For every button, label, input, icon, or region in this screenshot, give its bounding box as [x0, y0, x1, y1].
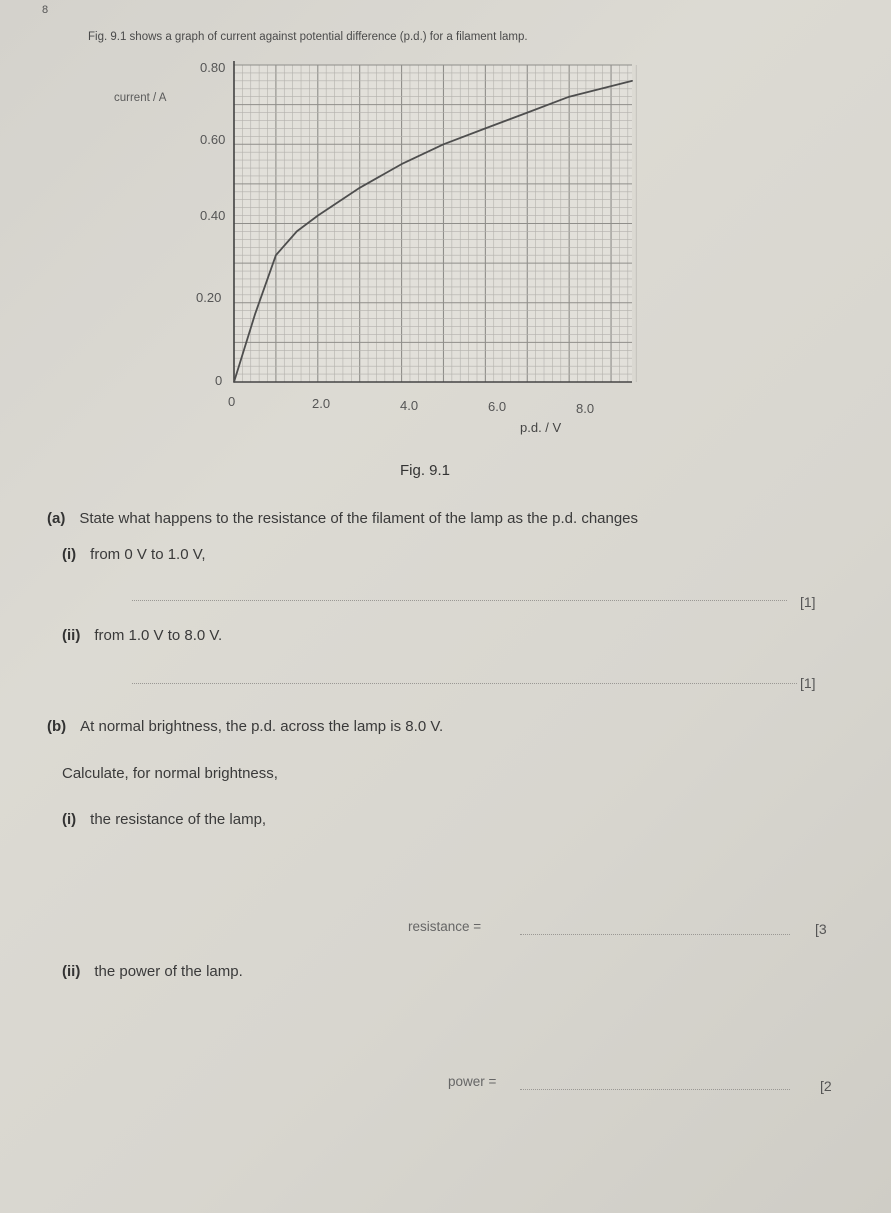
question-b — [47, 718, 443, 735]
x-tick-label: 0 — [228, 394, 236, 409]
x-tick-label: 2.0 — [312, 396, 331, 411]
question-text: the resistance of the lamp, — [90, 811, 267, 828]
mark-allocation: [2 — [820, 1078, 832, 1094]
mark-allocation: [3 — [815, 921, 827, 937]
question-text: from 0 V to 1.0 V, — [90, 546, 206, 563]
y-tick-label: 0.20 — [196, 290, 222, 305]
y-tick-label: 0 — [215, 373, 223, 388]
question-b-ii — [62, 963, 243, 980]
x-tick-label: 4.0 — [400, 398, 419, 413]
question-number: (i) — [62, 811, 77, 828]
x-tick-label: 8.0 — [576, 401, 595, 416]
question-intro: Fig. 9.1 shows a graph of current against potential difference (p.d.) for a filament lamp. — [88, 31, 528, 43]
question-a — [47, 510, 638, 527]
page-top-mark: 8 — [42, 4, 49, 16]
question-b-instruction: Calculate, for normal brightness, — [62, 765, 278, 782]
mark-allocation: [1] — [800, 675, 816, 691]
question-number: (ii) — [62, 963, 81, 980]
resistance-answer-line[interactable] — [520, 934, 790, 935]
current-pd-graph — [0, 0, 891, 460]
question-a-i — [62, 546, 206, 563]
x-axis-label: p.d. / V — [520, 420, 562, 435]
question-number: (b) — [47, 718, 67, 735]
question-a-ii — [62, 627, 222, 644]
y-axis-label: current / A — [114, 92, 167, 104]
question-text: the power of the lamp. — [94, 963, 243, 980]
figure-caption: Fig. 9.1 — [400, 462, 451, 479]
y-tick-label: 0.60 — [200, 132, 226, 147]
power-answer-label: power = — [448, 1074, 497, 1089]
answer-line-a-i[interactable] — [132, 600, 787, 601]
question-number: (ii) — [62, 627, 81, 644]
question-text: At normal brightness, the p.d. across the lamp is 8.0 V. — [80, 718, 444, 735]
y-tick-label: 0.40 — [200, 208, 226, 223]
answer-line-a-ii[interactable] — [132, 683, 797, 684]
question-number: (a) — [47, 510, 66, 527]
mark-allocation: [1] — [800, 594, 816, 610]
question-text: State what happens to the resistance of the filament of the lamp as the p.d. changes — [79, 510, 639, 527]
resistance-answer-label: resistance = — [408, 919, 482, 934]
question-b-i — [62, 811, 266, 828]
question-number: (i) — [62, 546, 77, 563]
power-answer-line[interactable] — [520, 1089, 790, 1090]
question-text: from 1.0 V to 8.0 V. — [94, 627, 223, 644]
x-tick-label: 6.0 — [488, 399, 507, 414]
y-tick-label: 0.80 — [200, 60, 226, 75]
